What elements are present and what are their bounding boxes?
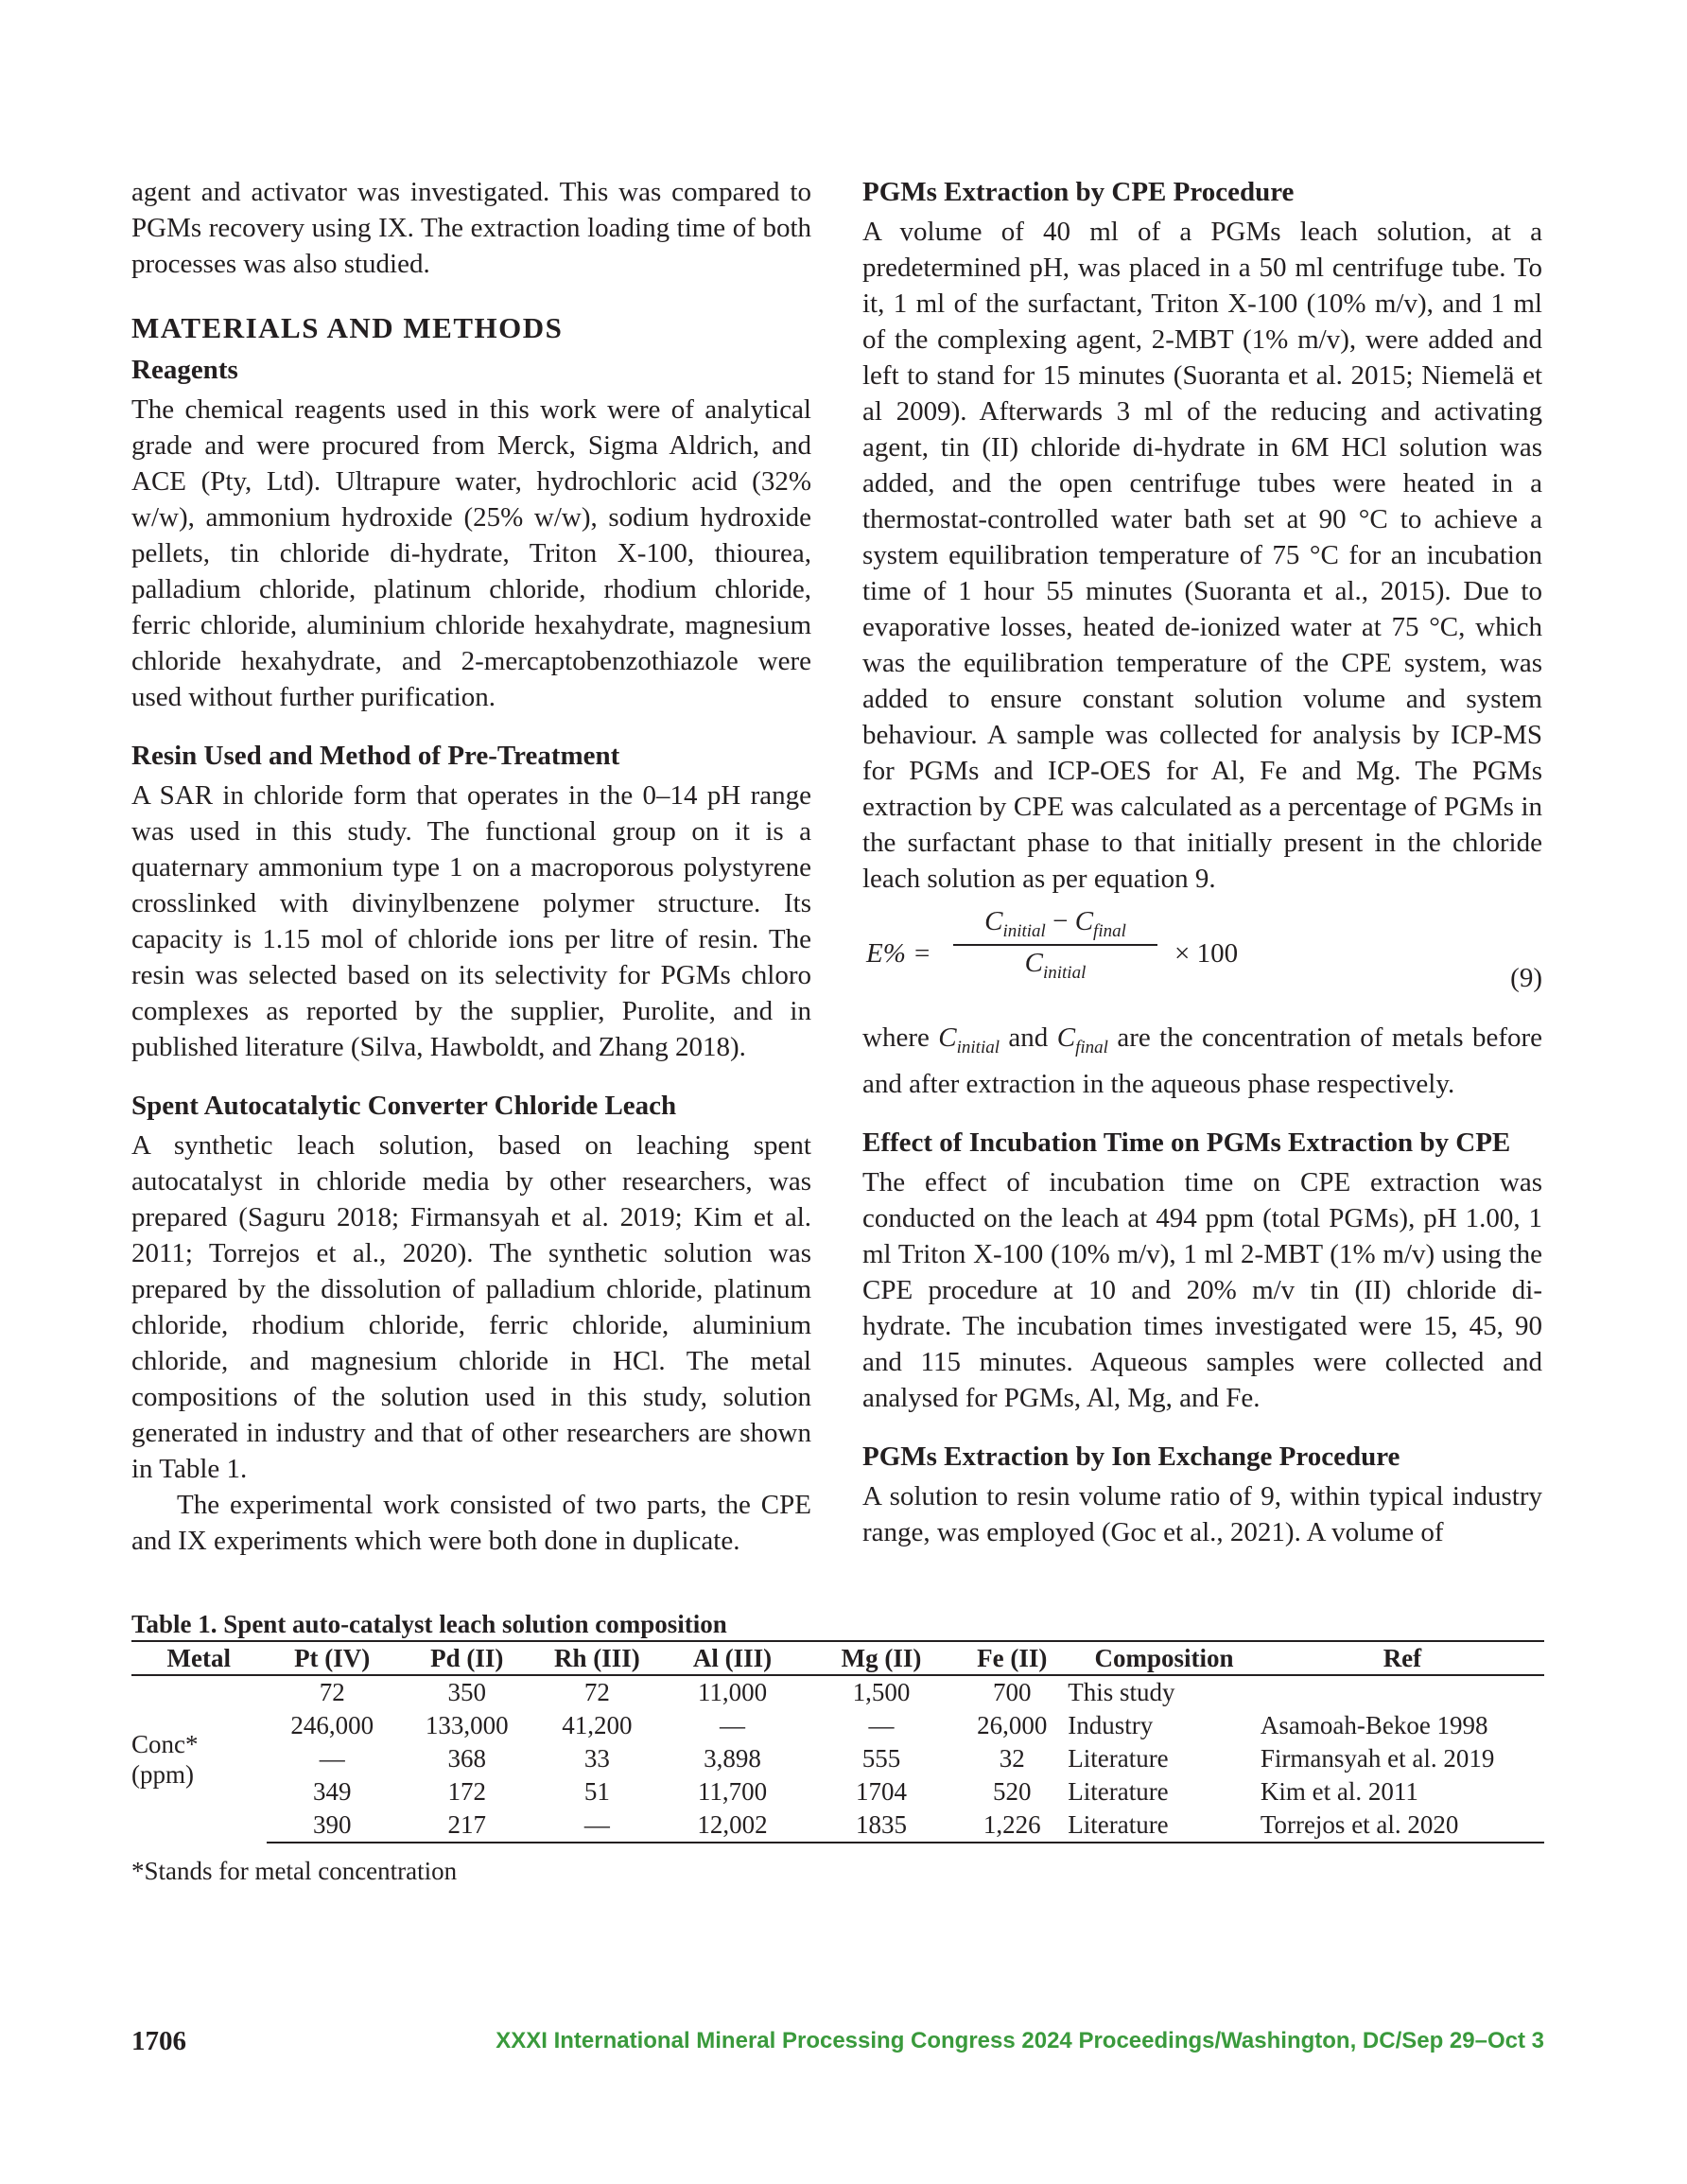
where-paragraph: where $C_{initial}$ and $C_{final}$ are the concentration of metals before and after extraction in the aqueous phase respectively. [862, 1022, 1543, 1099]
left-column [131, 174, 811, 1559]
table-cell: Literature [1068, 1808, 1261, 1843]
table-row [131, 1775, 1544, 1808]
ix-heading: PGMs Extraction by Ion Exchange Procedure [862, 1441, 1400, 1472]
table-cell: 246,000 [290, 1711, 374, 1739]
table-cell: Literature [1068, 1744, 1169, 1773]
equation-9 [862, 904, 1542, 1006]
col-header: Fe (II) [956, 1641, 1068, 1675]
intro-paragraph: agent and activator was investigated. This was compared to PGMs recovery using IX. The extraction loading time of both processes was also studied. [131, 177, 811, 279]
reagents-heading: Reagents [131, 355, 238, 385]
table-cell: Literature [1068, 1777, 1169, 1806]
experimental-paragraph: The experimental work consisted of two parts, the CPE and IX experiments which were both done in duplicate. [131, 1490, 811, 1556]
table-cell: 1704 [856, 1777, 908, 1806]
resin-paragraph: A SAR in chloride form that operates in the 0–14 pH range was used in this study. The functional group on it is a quaternary ammonium type 1 on a macroporous polystyrene crosslinked with divinylbenzene polymer structure. Its capacity is 1.15 mol of chloride ions per litre of resin. The resin was selected based on its selectivity for PGMs chloro complexes as reported by the supplier, Purolite, and in published literature (Silva, Hawboldt, and Zhang 2018). [131, 780, 811, 1062]
table-row [131, 1808, 1544, 1843]
table-cell: Asamoah-Bekoe 1998 [1260, 1711, 1488, 1739]
col-header: Rh (III) [536, 1641, 659, 1675]
right-column [862, 174, 1542, 1550]
table-cell [1261, 1675, 1544, 1709]
col-header: Composition [1068, 1641, 1261, 1675]
table-cell: 33 [583, 1744, 610, 1773]
col-header: Metal [131, 1641, 267, 1675]
table-cell: Industry [1068, 1711, 1154, 1739]
table-footnote: *Stands for metal concentration [131, 1857, 458, 1885]
table-cell: 72 [319, 1678, 345, 1706]
table-cell: 11,700 [697, 1777, 768, 1806]
table-cell: 32 [999, 1744, 1025, 1773]
ix-paragraph: A solution to resin volume ratio of 9, within typical industry range, was employed (Goc et al., 2021). A volume of [862, 1480, 1542, 1547]
table-cell: 349 [312, 1777, 352, 1806]
table-cell: 390 [267, 1808, 398, 1843]
col-header: Mg (II) [807, 1641, 957, 1675]
composition-table [131, 1640, 1544, 1843]
journal-title: XXXI International Mineral Processing Congress 2024 Proceedings/Washington, DC/Sep 29–Oct 3 [496, 2028, 1544, 2053]
col-header: Ref [1261, 1641, 1544, 1675]
table-cell: 11,000 [697, 1678, 768, 1706]
table-row [131, 1675, 1544, 1709]
col-header: Pd (II) [398, 1641, 536, 1675]
table-cell: — [319, 1744, 345, 1773]
table-cell: This study [1068, 1678, 1175, 1706]
table-caption: Table 1. Spent auto-catalyst leach solution composition [131, 1610, 727, 1638]
table-cell: 555 [861, 1744, 901, 1773]
page-number: 1706 [131, 2026, 186, 2056]
table-cell: 700 [993, 1678, 1032, 1706]
table-cell: 51 [583, 1777, 610, 1806]
equation-fraction [953, 906, 1157, 984]
incubation-heading: Effect of Incubation Time on PGMs Extraction by CPE [862, 1127, 1511, 1158]
col-header: Al (III) [658, 1641, 806, 1675]
reagents-paragraph: The chemical reagents used in this work were of analytical grade and were procured from Merck, Sigma Aldrich, and ACE (Pty, Ltd). Ultrapure water, hydrochloric acid (32% w/w), ammonium hydroxide (25% w/w), sodium hydroxide pellets, tin chloride di-hydrate, Triton X-100, thiourea, palladium chloride, platinum chloride, rhodium chloride, ferric chloride, aluminium chloride hexahydrate, magnesium chloride hexahydrate, and 2-mercaptobenzothiazole were used without further purification. [131, 394, 811, 712]
table-row [131, 1709, 1544, 1742]
table-cell: — [868, 1711, 895, 1739]
table-cell: 1,500 [852, 1678, 911, 1706]
row-label: Conc* (ppm) [131, 1730, 199, 1789]
table-cell: 41,200 [562, 1711, 633, 1739]
col-header: Pt (IV) [267, 1641, 398, 1675]
table-cell: 72 [583, 1678, 610, 1706]
table-cell: Kim et al. 2011 [1260, 1777, 1418, 1806]
cpe-paragraph: A volume of 40 ml of a PGMs leach solution, at a predetermined pH, was placed in a 50 ml centrifuge tube. To it, 1 ml of the surfactant, Triton X-100 (10% m/v), and 1 ml of the complexing agent, 2-MBT (1% m/v), were added and left to stand for 15 minutes (Suoranta et al. 2015; Niemelä et al 2009). Afterwards 3 ml of the reducing and activating agent, tin (II) chloride di-hydrate in 6M HCl solution was added, and the open centrifuge tubes were heated in a thermostat-controlled water bath set at 90 °C to achieve a system equilibration temperature of 75 °C for an incubation time of 1 hour 55 minutes (Suoranta et al., 2015). Due to evaporative losses, heated de-ionized water at 75 °C, which was the equilibration temperature of the CPE system, was added to ensure constant solution volume and system behaviour. A sample was collected for analysis by ICP-MS for PGMs and ICP-OES for Al, Fe and Mg. The PGMs extraction by CPE was calculated as a percentage of PGMs in the surfactant phase to that initially present in the chloride leach solution as per equation 9. [862, 217, 1542, 894]
table-1 [131, 1608, 1544, 1887]
table-cell: Torrejos et al. 2020 [1261, 1808, 1544, 1843]
table-header-row [131, 1641, 1544, 1675]
equation-numerator: $C_{initial} - C_{final}$ [953, 906, 1157, 946]
table-row [131, 1742, 1544, 1775]
table-cell: — [720, 1711, 745, 1739]
table-cell: 1835 [807, 1808, 957, 1843]
table-cell: 172 [447, 1777, 486, 1806]
equation-multiplier: × 100 [1174, 938, 1239, 969]
table-cell: 368 [447, 1744, 486, 1773]
table-cell: 350 [447, 1678, 486, 1706]
equation-number: (9) [1510, 963, 1542, 993]
table-cell: 133,000 [425, 1711, 509, 1739]
table-cell: 12,002 [658, 1808, 806, 1843]
table-cell: 3,898 [704, 1744, 761, 1773]
resin-heading: Resin Used and Method of Pre-Treatment [131, 741, 620, 771]
table-cell: 1,226 [956, 1808, 1068, 1843]
equation-denominator: $C_{initial}$ [1024, 947, 1087, 983]
leach-heading: Spent Autocatalytic Converter Chloride Leach [131, 1091, 677, 1121]
page-footer [131, 2026, 1544, 2060]
table-cell: 26,000 [977, 1711, 1048, 1739]
cpe-heading: PGMs Extraction by CPE Procedure [862, 177, 1295, 207]
equation-lhs: E% = [866, 938, 931, 969]
table-cell: — [536, 1808, 659, 1843]
table-cell: Firmansyah et al. 2019 [1260, 1744, 1495, 1773]
leach-paragraph: A synthetic leach solution, based on leaching spent autocatalyst in chloride media by other researchers, was prepared (Saguru 2018; Firmansyah et al. 2019; Kim et al. 2011; Torrejos et al., 2020). The synthetic solution was prepared by the dissolution of palladium chloride, platinum chloride, rhodium chloride, ferric chloride, aluminium chloride, and magnesium chloride in HCl. The metal compositions of the solution used in this study, solution generated in industry and that of other researchers are shown in Table 1. [131, 1130, 811, 1484]
section-heading: MATERIALS AND METHODS [131, 311, 564, 344]
table-cell: 217 [398, 1808, 536, 1843]
incubation-paragraph: The effect of incubation time on CPE extraction was conducted on the leach at 494 ppm (total PGMs), pH 1.00, 1 ml Triton X-100 (10% m/v), 1 ml 2-MBT (1% m/v) using the CPE procedure at 10 and 20% m/v tin (II) chloride di-hydrate. The incubation times investigated were 15, 45, 90 and 115 minutes. Aqueous samples were collected and analysed for PGMs, Al, Mg, and Fe. [862, 1166, 1542, 1413]
table-cell: 520 [993, 1777, 1032, 1806]
